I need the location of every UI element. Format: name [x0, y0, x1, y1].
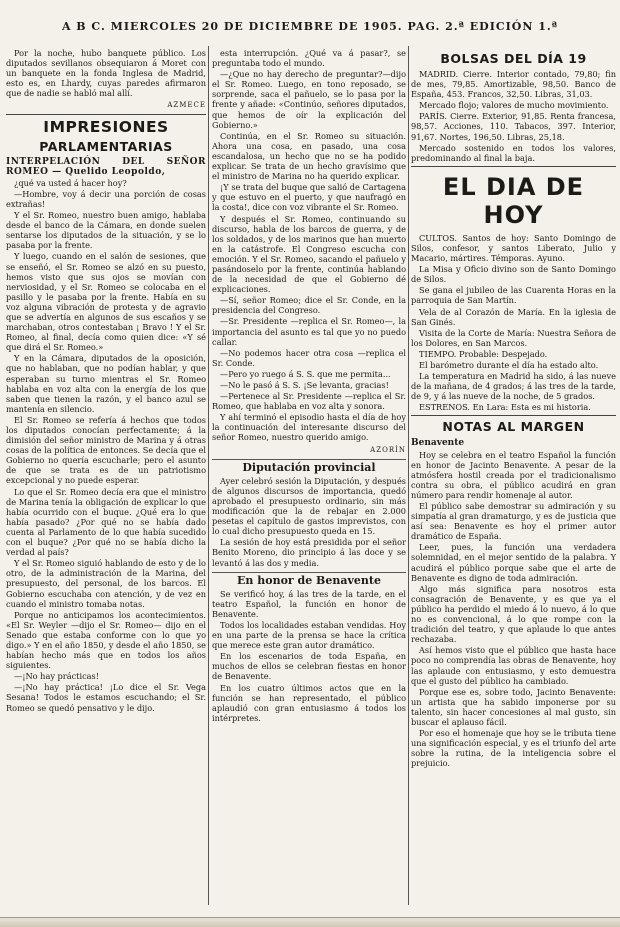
section-title: NOTAS AL MARGEN: [442, 419, 585, 435]
lead-word: Benavente: [411, 438, 465, 449]
paragraph: Y luego, cuando en el salón de sesiones, que se enseñó, el Sr. Romeo se alzó en su puesto, hemos visto que sus ojos se movían con nerviosidad, y el Sr. Romeo se colocaba en el pasillo y le pasaba por la frente. Había en su voz alguna vibración de protesta y de agravio que se advertía en algunos de sus escaños y se marchaban, otros contestaban ¡ Bravo ! Y el Sr. Romeo, al final, decía como quien dice: «Y sé que dirá el Sr. Romeo.»: [6, 251, 206, 353]
paragraph: MADRID. Cierre. Interior contado, 79,80; fin de mes, 79,85. Amortizable, 98,50. Banco de España, 453. Francos, 32,50. Libras, 31,03.: [411, 69, 616, 100]
paragraph: Y ahí terminó el episodio hasta el día de hoy la continuación del interesante discurso del señor Romeo, nuestro querido amigo.: [212, 412, 406, 443]
paragraph: —¿Que no hay derecho de preguntar?—dijo el Sr. Romeo. Luego, en tono reposado, se sorprende, saca el pañuelo, se lo pasa por la frente y añade: «Continúo, señores diputados, que hemos de oír la explicación del Gobierno.»: [212, 69, 406, 130]
paragraph: El Sr. Romeo se refería á hechos que todos los diputados conocían perfectamente; á la dimisión del señor ministro de Marina y á otras cosas de la política de entonces. Se decía que el Gobierno no quería escucharle; pero el asunto de que se trata es de un patriotismo excepcional y no puede esperar.: [6, 414, 206, 486]
paragraph: Ayer celebró sesión la Diputación, y después de algunos discursos de importancia, quedó aprobado el presupuesto ordinario, sin más modificación que la de rebajar en 2.000 pesetas el capítulo de gastos imprevistos, con lo cual dicho presupuesto queda en 15.: [212, 475, 406, 537]
paragraph: —No podemos hacer otra cosa —replica el Sr. Conde.: [212, 347, 406, 368]
paragraph: —No le pasó á S. S. ¡Se levanta, gracias!: [220, 380, 389, 390]
paragraph: esta interrupción. ¿Qué va á pasar?, se preguntaba todo el mundo.: [212, 48, 406, 69]
paragraph: Y el Sr. Romeo siguió hablando de esto y de lo otro, de la administración de la Marina, del presupuesto, del personal, de los barcos. El Gobierno escuchaba con atención, y de vez en cuando el ministro tomaba notas.: [6, 558, 206, 609]
paragraph: Algo más significa para nosotros esta consagración de Benavente, y es que ya el público ha perdido el miedo á lo nuevo, á lo que no es convencional, á lo que rompe con la tradición del teatro, y que aplaude lo que antes rechazaba.: [411, 583, 616, 645]
paragraph: Vela de al Corazón de María. En la iglesia de San Ginés.: [411, 306, 616, 327]
column-1: [6, 48, 206, 907]
paragraph: Y después el Sr. Romeo, continuando su discurso, habla de los barcos de guerra, y de los soldados, y de los marinos que han muerto en la catástrofe. El Congreso escucha con emoción. Y el Sr. Romeo, sacando el pañuelo y pasándoselo por la frente, continúa hablando de la necesidad de que el Gobierno dé explicaciones.: [212, 213, 406, 295]
paragraph: Visita de la Corte de María: Nuestra Señora de los Dolores, en San Marcos.: [411, 327, 616, 348]
paragraph: La sesión de hoy está presidida por el señor Benito Moreno, dio principio á las doce y se levantó á las dos y media.: [212, 537, 406, 568]
paragraph: —¡No hay prácticas!: [14, 671, 100, 682]
paragraph: ¿qué va usted á hacer hoy?: [14, 177, 127, 188]
paragraph: Lo que el Sr. Romeo decía era que el ministro de Marina tenía la obligación de explicar lo que había ocurrido con el buque. ¿Qué era lo que había pasado? ¿Por qué no se había dado cuenta al Parlamento de lo que había sucedido con el buque? ¿Por qué no se había dicho la verdad al país?: [6, 486, 206, 558]
signature: AZMECE: [167, 101, 206, 110]
subheading: INTERPELACIÓN DEL SEÑOR ROMEO — Quelido Leopoldo,: [6, 156, 206, 177]
paragraph: Y en la Cámara, diputados de la oposición, que no hablaban, que no podían hablar, y que esperaban su turno mientras el Sr. Romeo hablaba en voz alta con la energía de los que saben que tienen la razón, y el banco azul se mantenía en silencio.: [6, 353, 206, 414]
page-bottom-edge: [0, 917, 620, 927]
section-title: Diputación provincial: [212, 459, 406, 473]
paragraph: La temperatura en Madrid ha sido, á las nueve de la mañana, de 4 grados; á las tres de la tarde, de 9, y á las nueve de la noche, de 5 grados.: [411, 371, 616, 402]
paragraph: —Pero yo ruego á S. S. que me permita...: [220, 368, 391, 379]
paragraph: Porque ese es, sobre todo, Jacinto Benavente: un artista que ha sabido imponerse por su talento, sin hacer concesiones al mal gusto, sin buscar el aplauso fácil.: [411, 686, 616, 727]
paragraph: Porque no anticipamos los acontecimientos. «El Sr. Weyler —dijo el Sr. Romeo— dijo en el Senado que estaba conforme con lo que yo digo.» Y en el año 1850, y desde el año 1850, se habían hecho más que en todos los años siguientes.: [6, 609, 206, 671]
paragraph: —Sí, señor Romeo; dice el Sr. Conde, en la presidencia del Congreso.: [212, 295, 406, 316]
article-body: [6, 178, 206, 713]
paragraph: —Pertenece al Sr. Presidente —replica el Sr. Romeo, que hablaba en voz alta y sonora.: [212, 391, 406, 412]
paragraph: TIEMPO. Probable: Despejado.: [419, 348, 548, 359]
paragraph: —¡No hay práctica! ¡Lo dice el Sr. Vega Sesana! Todos le estamos escuchando; el Sr. Romeo se quedó pensativo y le dijo.: [6, 682, 206, 713]
paragraph: El público sabe demostrar su admiración y su simpatía al gran dramaturgo, y es de justicia que así sea: Benavente es hoy el primer autor dramático de España.: [411, 501, 616, 542]
paragraph: PARÍS. Cierre. Exterior, 91,85. Renta francesa, 98,57. Acciones, 110. Tabacos, 397. Interior, 91,67. Nortes, 196,50. Libras, 25,18.: [411, 111, 616, 142]
intro-text: [6, 48, 206, 98]
column-rule: [408, 46, 409, 905]
paragraph: CULTOS. Santos de hoy: Santo Domingo de Silos, confesor, y santos Liberato, Julio y Macario, mártires. Témporas. Ayuno.: [411, 232, 616, 264]
paragraph: —Sr. Presidente —replica el Sr. Romeo—, la importancia del asunto es tal que yo no puedo callar.: [212, 316, 406, 347]
paragraph: Hoy se celebra en el teatro Español la función en honor de Jacinto Benavente. A pesar de la atmósfera hostil creada por el tradicionalismo contra su obra, el público acudirá en gran número para rendir homenaje al autor.: [411, 449, 616, 500]
paragraph: Por eso el homenaje que hoy se le tributa tiene una significación especial, y es el triunfo del arte sobre la rutina, de la inteligencia sobre el prejuicio.: [411, 728, 616, 769]
paragraph: En los escenarios de toda España, en muchos de ellos se celebran fiestas en honor de Benavente.: [212, 651, 406, 682]
paragraph: Leer, pues, la función una verdadera solemnidad, en el mejor sentido de la palabra. Y acudirá el público porque sabe que el arte de Benavente es digno de toda admiración.: [411, 542, 616, 583]
section-title: En honor de Benavente: [212, 572, 406, 586]
page-header: A B C. MIERCOLES 20 DE DICIEMBRE DE 1905. PAG. 2.ª EDICIÓN 1.ª: [61, 20, 559, 33]
paragraph: En los cuatro últimos actos que en la función se han representado, el público aplaudió con gran entusiasmo á todos los intérpretes.: [212, 682, 406, 723]
paragraph: Se gana el jubileo de las Cuarenta Horas en la parroquia de San Martín.: [411, 285, 616, 306]
section-title: EL DIA DE HOY: [442, 172, 585, 229]
column-3: [411, 48, 616, 907]
article-title: IMPRESIONES: [43, 117, 169, 136]
paragraph: Todos los localidades estaban vendidas. Hoy en una parte de la prensa se hace la crítica que merece este gran autor dramático.: [212, 619, 406, 651]
paragraph: Mercado flojo; valores de mucho movimiento.: [419, 100, 609, 111]
paragraph: —Hombre, voy á decir una porción de cosas extrañas!: [6, 188, 206, 209]
column-rule: [208, 46, 209, 905]
column-2: [212, 48, 406, 907]
paragraph: ¡Y se trata del buque que salió de Cartagena y que estuvo en el puerto, y que naufragó en la costa!, dice con voz vibrante el Sr. Romeo.: [212, 182, 406, 213]
divider: [411, 166, 616, 167]
paragraph: Se verificó hoy, á las tres de la tarde, en el teatro Español, la función en honor de Benavente.: [212, 588, 406, 619]
paragraph: Mercado sostenido en todos los valores, predominando al final la baja.: [411, 142, 616, 163]
paragraph: Continúa, en el Sr. Romeo su situación. Ahora una cosa, en pasado, una cosa escandalosa, un hecho que no se ha podido explicar. Se trata de un hecho gravísimo que el ministro de Marina no ha querido explicar.: [212, 130, 406, 182]
divider: [411, 415, 616, 416]
signature: AZORÍN: [370, 445, 406, 454]
divider: [6, 114, 206, 115]
paragraph: La Misa y Oficio divino son de Santo Domingo de Silos.: [411, 264, 616, 285]
paragraph: Así hemos visto que el público que hasta hace poco no comprendía las obras de Benavente, hoy las aplaude con entusiasmo, y esto demuestra que el gusto del público ha cambiado.: [411, 645, 616, 686]
paragraph: Y el Sr. Romeo, nuestro buen amigo, hablaba desde el banco de la Cámara, en donde suelen sentarse los diputados de la situación, y se lo pasaba por la frente.: [6, 210, 206, 251]
paragraph: ESTRENOS. En Lara: Esta es mi historia.: [419, 402, 591, 413]
article-title-sub: PARLAMENTARIAS: [39, 138, 173, 154]
article-body: [212, 48, 406, 443]
paragraph: El barómetro durante el día ha estado alto.: [419, 359, 599, 370]
section-title: BOLSAS DEL DÍA 19: [440, 51, 587, 66]
paragraph: Por la noche, hubo banquete público. Los diputados sevillanos obsequiaron á Moret con un banquete en la fonda Inglesa de Madrid, esto es, en Lhardy, cuyas paredes afirmaron que de nadie se habló mal allí.: [6, 48, 206, 99]
